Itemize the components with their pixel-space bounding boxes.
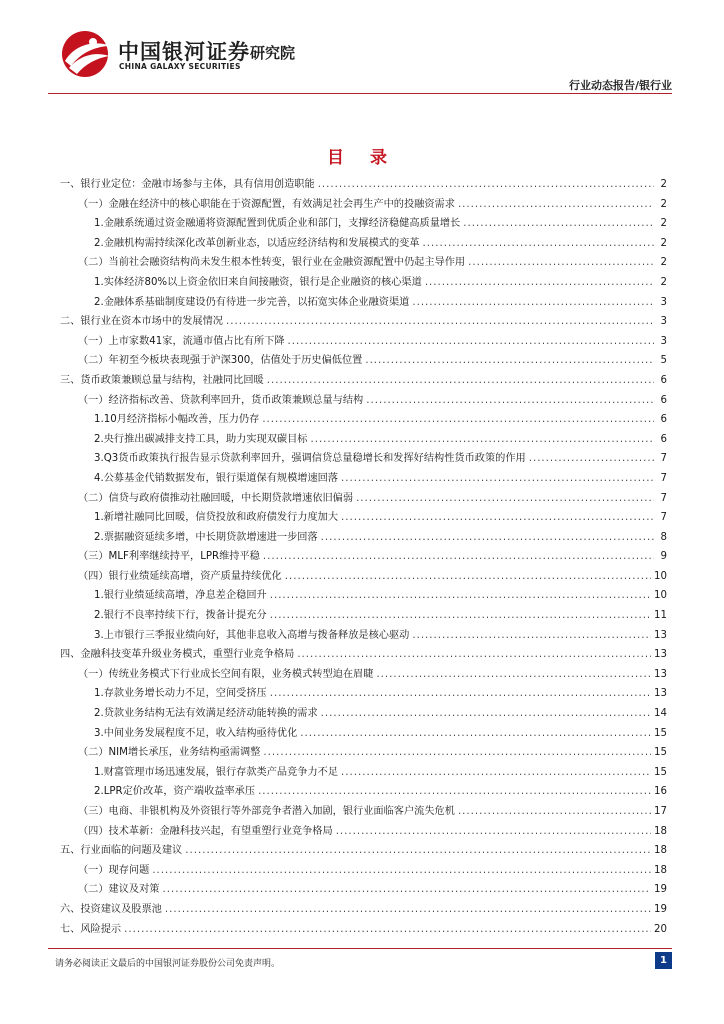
toc-entry[interactable] (60, 508, 667, 528)
toc-entry[interactable] (60, 410, 667, 430)
toc-entry-page: 7 (660, 492, 667, 504)
toc-dot-leader (341, 767, 651, 778)
toc-entry-text: （一）金融在经济中的核心职能在于资源配置，有效满足社会再生产中的投融资需求 (78, 198, 455, 210)
toc-entry-text: 四、金融科技变革升级业务模式，重塑行业竞争格局 (60, 649, 295, 661)
toc-entry[interactable] (60, 822, 667, 842)
toc-entry-page: 10 (654, 570, 667, 582)
toc-entry-page: 2 (660, 276, 667, 288)
toc-entry-page: 6 (660, 394, 667, 406)
toc-dot-leader (425, 277, 654, 288)
toc-entry-text: 4.公募基金代销数据发布，银行渠道保有规模增速回落 (94, 472, 339, 484)
toc-entry-text: 2.金融体系基础制度建设仍有待进一步完善，以拓宽实体企业融资渠道 (94, 296, 410, 308)
toc-entry-page: 17 (654, 806, 667, 817)
toc-entry-text: （一）上市家数41家，流通市值占比有所下降 (78, 335, 285, 347)
toc-entry-page: 5 (660, 355, 667, 367)
toc-entry[interactable] (60, 567, 667, 587)
toc-dot-leader (226, 316, 654, 327)
toc-entry[interactable] (60, 763, 667, 783)
toc-entry[interactable] (60, 802, 667, 822)
toc-entry[interactable] (60, 371, 667, 391)
toc-entry-text: （二）年初至今板块表现强于沪深300，估值处于历史偏低位置 (78, 355, 363, 367)
toc-dot-leader (163, 884, 652, 895)
toc-entry-text: 2.票据融资延续多增，中长期贷款增速进一步回落 (94, 531, 318, 543)
toc-dot-leader (152, 865, 651, 876)
toc-dot-leader (412, 297, 654, 308)
toc-entry-text: （一）现存问题 (78, 864, 150, 876)
brand-name-cn: 中国银河证券 (118, 40, 250, 64)
toc-entry[interactable] (60, 293, 667, 313)
toc-entry-page: 3 (660, 335, 667, 347)
toc-dot-leader (412, 630, 651, 641)
toc-entry-page: 13 (654, 668, 667, 680)
page-number-badge: 1 (655, 952, 672, 969)
toc-title: 目 录 (327, 148, 397, 168)
toc-entry[interactable] (60, 214, 667, 234)
toc-entry-text: （一）经济指标改善、贷款利率回升，货币政策兼顾总量与结构 (78, 394, 364, 406)
toc-entry[interactable] (60, 489, 667, 509)
toc-entry-page: 19 (654, 884, 667, 896)
toc-entry-page: 2 (660, 198, 667, 210)
toc-entry[interactable] (60, 900, 667, 920)
toc-entry-text: （三）MLF利率继续持平，LPR维持平稳 (78, 551, 260, 563)
toc-entry-page: 14 (654, 708, 667, 720)
toc-entry-page: 11 (654, 610, 667, 622)
toc-entry-page: 19 (654, 903, 667, 915)
toc-entry-text: 1.财富管理市场迅速发展，银行存款类产品竞争力不足 (94, 766, 339, 778)
toc-dot-leader (468, 257, 654, 268)
toc-dot-leader (262, 414, 654, 425)
toc-dot-leader (297, 649, 651, 660)
toc-entry-text: 3.Q3货币政策执行报告显示贷款利率回升，强调信贷总量稳增长和发挥好结构性货币政策的作用 (94, 453, 526, 465)
toc-entry-text: （二）NIM增长承压，业务结构亟需调整 (78, 747, 261, 759)
toc-entry[interactable] (60, 724, 667, 744)
toc-dot-leader (376, 669, 651, 680)
toc-entry-text: （二）信贷与政府债推动社融回暖，中长期贷款增速依旧偏弱 (78, 492, 354, 504)
footer-disclaimer: 请务必阅读正文最后的中国银河证券股份公司免责声明。 (55, 959, 281, 969)
toc-dot-leader (185, 845, 651, 856)
toc-entry[interactable] (60, 645, 667, 665)
toc-dot-leader (365, 355, 654, 366)
toc-entry-text: 六、投资建议及股票池 (60, 903, 162, 915)
toc-entry-text: 3.中间业务发展程度不足，收入结构亟待优化 (94, 727, 298, 739)
toc-dot-leader (263, 747, 651, 758)
toc-entry[interactable] (60, 880, 667, 900)
toc-entry-page: 15 (654, 747, 667, 759)
toc-dot-leader (341, 512, 654, 523)
toc-entry-text: 二、银行业在资本市场中的发展情况 (60, 316, 223, 328)
toc-dot-leader (318, 179, 654, 190)
toc-entry-page: 13 (654, 688, 667, 700)
toc-entry-text: （四）银行业绩延续高增，资产质量持续优化 (78, 570, 282, 582)
toc-dot-leader (270, 590, 651, 601)
toc-dot-leader (336, 826, 651, 837)
toc-entry-text: 一、银行业定位：金融市场参与主体，具有信用创造职能 (60, 179, 315, 190)
brand-name-en: CHINA GALAXY SECURITIES (119, 62, 241, 71)
toc-entry-page: 15 (654, 766, 667, 778)
toc-entry-page: 2 (660, 218, 667, 230)
toc-dot-leader (124, 924, 651, 935)
toc-entry-text: 1.10月经济指标小幅改善，压力仍存 (94, 414, 260, 426)
page-header (0, 0, 724, 100)
toc-entry[interactable] (60, 920, 667, 940)
toc-entry[interactable] (60, 195, 667, 215)
toc-entry-text: 3.上市银行三季报业绩向好，其他非息收入高增与拨备释放是核心驱动 (94, 629, 410, 641)
toc-dot-leader (321, 532, 654, 543)
toc-dot-leader (529, 453, 654, 464)
toc-dot-leader (341, 473, 654, 484)
toc-entry-text: 1.银行业绩延续高增，净息差企稳回升 (94, 590, 267, 602)
toc-entry-page: 2 (660, 179, 667, 190)
toc-entry-page: 6 (660, 374, 667, 386)
toc-entry-text: 1.金融系统通过资金融通将资源配置到优质企业和部门，支撑经济稳健高质量增长 (94, 218, 461, 230)
toc-entry-page: 13 (654, 649, 667, 661)
toc-dot-leader (263, 551, 654, 562)
toc-entry[interactable] (60, 391, 667, 411)
toc-entry-text: （四）技术革新：金融科技兴起，有望重塑行业竞争格局 (78, 825, 333, 837)
footer-divider (48, 948, 672, 949)
toc-entry[interactable] (60, 273, 667, 293)
toc-entry-page: 7 (660, 512, 667, 524)
toc-entry[interactable] (60, 351, 667, 371)
toc-entry-text: 1.存款业务增长动力不足，空间受挤压 (94, 688, 267, 700)
toc-dot-leader (356, 493, 654, 504)
toc-dot-leader (310, 434, 654, 445)
toc-entry-page: 18 (654, 825, 667, 837)
toc-dot-leader (300, 728, 651, 739)
toc-entry-text: 三、货币政策兼顾总量与结构，社融同比回暖 (60, 374, 264, 386)
toc-entry[interactable] (60, 782, 667, 802)
toc-entry-page: 7 (660, 453, 667, 465)
toc-entry-page: 18 (654, 845, 667, 857)
toc-entry-page: 3 (660, 316, 667, 328)
toc-entry-page: 7 (660, 472, 667, 484)
toc-dot-leader (423, 238, 654, 249)
toc-entry[interactable] (60, 528, 667, 548)
toc-entry[interactable] (60, 234, 667, 254)
report-type: 行业动态报告/银行业 (568, 79, 672, 92)
toc-entry[interactable] (60, 469, 667, 489)
toc-entry-page: 18 (654, 864, 667, 876)
table-of-contents (60, 175, 667, 939)
toc-dot-leader (270, 688, 651, 699)
toc-dot-leader (288, 336, 654, 347)
toc-dot-leader (463, 218, 654, 229)
toc-entry-text: 2.央行推出碳减排支持工具，助力实现双碳目标 (94, 433, 308, 445)
header-divider (48, 93, 672, 94)
toc-entry[interactable] (60, 704, 667, 724)
toc-entry[interactable] (60, 430, 667, 450)
toc-dot-leader (458, 199, 654, 210)
toc-entry-text: 2.贷款业务结构无法有效满足经济动能转换的需求 (94, 708, 318, 720)
toc-entry[interactable] (60, 626, 667, 646)
toc-entry-page: 16 (654, 786, 667, 798)
toc-entry[interactable] (60, 449, 667, 469)
toc-entry-text: 1.实体经济80%以上资金依旧来自间接融资，银行是企业融资的核心渠道 (94, 276, 422, 288)
toc-entry[interactable] (60, 861, 667, 881)
toc-entry[interactable] (60, 253, 667, 273)
galaxy-logo-icon (55, 28, 115, 80)
toc-entry-page: 8 (660, 531, 667, 543)
toc-entry[interactable] (60, 586, 667, 606)
toc-entry-page: 2 (660, 237, 667, 249)
toc-entry-page: 6 (660, 433, 667, 445)
toc-entry-text: （一）传统业务模式下行业成长空间有限，业务模式转型迫在眉睫 (78, 668, 374, 680)
toc-entry-page: 13 (654, 629, 667, 641)
toc-dot-leader (285, 571, 651, 582)
toc-dot-leader (321, 708, 651, 719)
toc-entry[interactable] (60, 665, 667, 685)
brand-subtitle: 研究院 (250, 44, 296, 62)
toc-entry[interactable] (60, 684, 667, 704)
toc-dot-leader (258, 786, 651, 797)
toc-entry[interactable] (60, 841, 667, 861)
toc-dot-leader (458, 806, 651, 817)
toc-dot-leader (267, 375, 654, 386)
toc-dot-leader (270, 610, 651, 621)
toc-entry-page: 2 (660, 257, 667, 269)
toc-entry-text: （三）电商、非银机构及外资银行等外部竞争者潜入加剧，银行业面临客户流失危机 (78, 806, 455, 817)
toc-entry-page: 20 (654, 923, 667, 935)
toc-entry[interactable] (60, 743, 667, 763)
toc-dot-leader (366, 395, 654, 406)
toc-entry-text: 五、行业面临的问题及建议 (60, 845, 183, 857)
toc-entry-page: 15 (654, 727, 667, 739)
toc-entry-page: 9 (660, 551, 667, 563)
toc-entry[interactable] (60, 175, 667, 195)
toc-entry[interactable] (60, 606, 667, 626)
toc-dot-leader (165, 904, 651, 915)
toc-entry-page: 3 (660, 296, 667, 308)
toc-entry-page: 10 (654, 590, 667, 602)
toc-entry[interactable] (60, 547, 667, 567)
toc-entry-text: （二）建议及对策 (78, 884, 160, 896)
toc-entry[interactable] (60, 332, 667, 352)
toc-entry-text: 2.金融机构需持续深化改革创新业态，以适应经济结构和发展模式的变革 (94, 237, 420, 249)
toc-entry-page: 6 (660, 414, 667, 426)
toc-entry-text: （二）当前社会融资结构尚未发生根本性转变，银行业在金融资源配置中仍起主导作用 (78, 257, 466, 269)
toc-entry-text: 2.LPR定价改革，资产端收益率承压 (94, 786, 256, 798)
toc-entry-text: 1.新增社融同比回暖，信贷投放和政府债发行力度加大 (94, 512, 339, 524)
toc-entry-text: 2.银行不良率持续下行，拨备计提充分 (94, 610, 267, 622)
toc-entry-text: 七、风险提示 (60, 923, 122, 935)
toc-entry[interactable] (60, 312, 667, 332)
